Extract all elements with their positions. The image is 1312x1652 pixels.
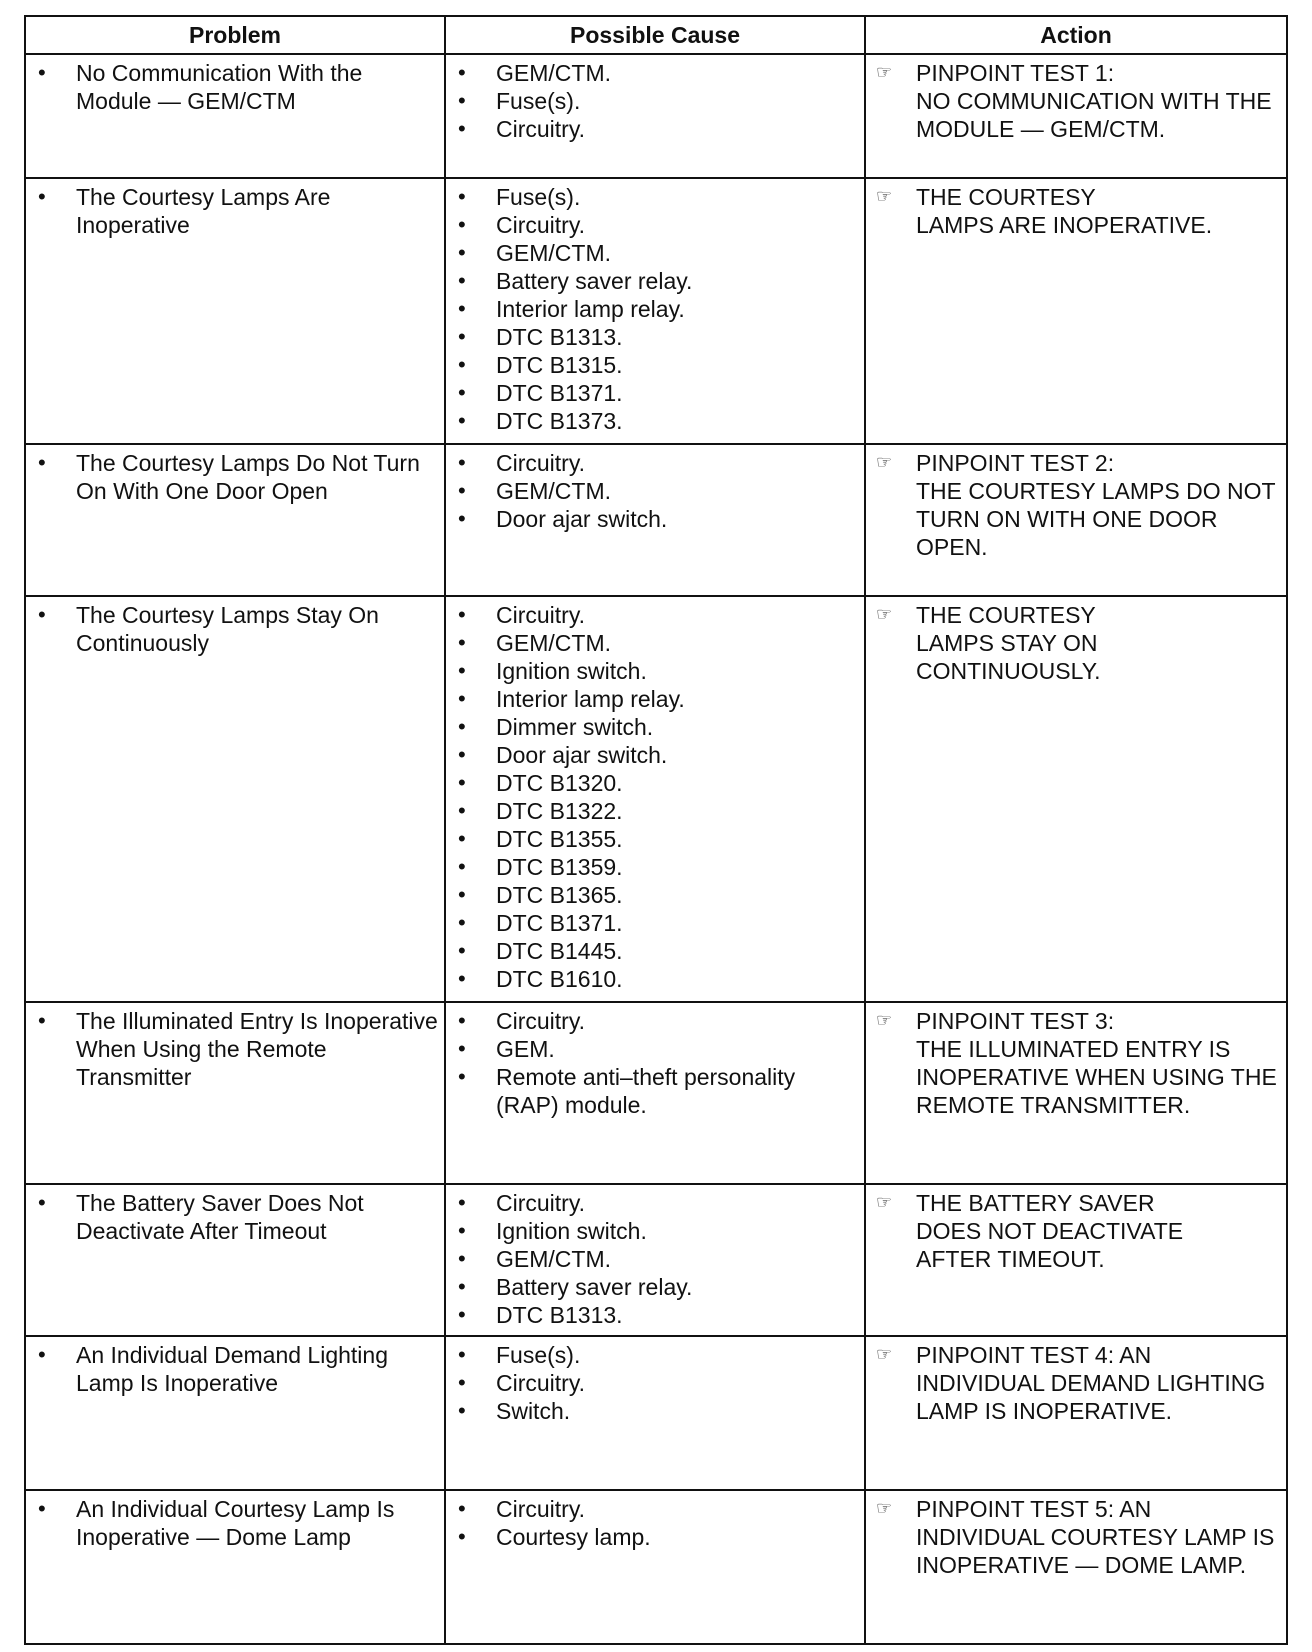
cause-item: • DTC B1359. xyxy=(454,853,858,881)
action-cell xyxy=(865,444,1287,596)
cause-item: • Circuitry. xyxy=(454,1369,858,1397)
action-link[interactable]: PINPOINT TEST 3: THE ILLUMINATED ENTRY IS INOPERATIVE WHEN USING THE REMOTE TRANSMITTER. xyxy=(916,1008,1277,1118)
cause-item: • Circuitry. xyxy=(454,1007,858,1035)
cause-item: • GEM/CTM. xyxy=(454,629,858,657)
cause-item: • DTC B1315. xyxy=(454,351,858,379)
cause-cell xyxy=(445,1184,865,1336)
cause-item: • DTC B1320. xyxy=(454,769,858,797)
table-row xyxy=(25,178,1287,444)
table-row xyxy=(25,444,1287,596)
cause-item: • DTC B1355. xyxy=(454,825,858,853)
problem-text: • An Individual Courtesy Lamp Is Inoperative — Dome Lamp xyxy=(34,1495,438,1551)
pointing-hand-icon: ☞ xyxy=(876,62,893,82)
problem-cell xyxy=(25,1336,445,1490)
cause-item: • DTC B1322. xyxy=(454,797,858,825)
pointing-hand-icon: ☞ xyxy=(876,452,893,472)
cause-cell xyxy=(445,1336,865,1490)
table-row xyxy=(25,54,1287,178)
problem-cell xyxy=(25,596,445,1002)
action-cell xyxy=(865,1336,1287,1490)
cause-item: • Door ajar switch. xyxy=(454,505,858,533)
action-link[interactable]: THE BATTERY SAVER DOES NOT DEACTIVATE AFTER TIMEOUT. xyxy=(916,1190,1184,1272)
table-row xyxy=(25,1336,1287,1490)
table-row xyxy=(25,1490,1287,1644)
pointing-hand-icon: ☞ xyxy=(876,1498,893,1518)
action-link[interactable]: PINPOINT TEST 4: AN INDIVIDUAL DEMAND LIGHTING LAMP IS INOPERATIVE. xyxy=(916,1342,1266,1424)
problem-text: • An Individual Demand Lighting Lamp Is Inoperative xyxy=(34,1341,438,1397)
table-row xyxy=(25,1184,1287,1336)
cause-item: • DTC B1313. xyxy=(454,1301,858,1329)
cause-item: • DTC B1365. xyxy=(454,881,858,909)
cause-item: • DTC B1373. xyxy=(454,407,858,435)
cause-item: • Battery saver relay. xyxy=(454,1273,858,1301)
problem-cell xyxy=(25,444,445,596)
cause-item: • Ignition switch. xyxy=(454,1217,858,1245)
problem-cell xyxy=(25,1184,445,1336)
action-cell xyxy=(865,1002,1287,1184)
problem-text: • No Communication With the Module — GEM/CTM xyxy=(34,59,438,115)
cause-item: • Fuse(s). xyxy=(454,1341,858,1369)
action-link[interactable]: PINPOINT TEST 5: AN INDIVIDUAL COURTESY LAMP IS INOPERATIVE — DOME LAMP. xyxy=(916,1496,1275,1578)
cause-cell xyxy=(445,596,865,1002)
cause-item: • DTC B1371. xyxy=(454,909,858,937)
action-link[interactable]: PINPOINT TEST 1: NO COMMUNICATION WITH THE MODULE — GEM/CTM. xyxy=(916,60,1272,142)
cause-item: • GEM. xyxy=(454,1035,858,1063)
action-cell xyxy=(865,54,1287,178)
cause-item: • Dimmer switch. xyxy=(454,713,858,741)
table-row xyxy=(25,596,1287,1002)
problem-text: • The Battery Saver Does Not Deactivate After Timeout xyxy=(34,1189,438,1245)
cause-item: • Fuse(s). xyxy=(454,183,858,211)
header-action: Action xyxy=(865,16,1287,54)
cause-item: • DTC B1610. xyxy=(454,965,858,993)
cause-item: • DTC B1313. xyxy=(454,323,858,351)
cause-item: • Courtesy lamp. xyxy=(454,1523,858,1551)
problem-cell xyxy=(25,1490,445,1644)
pointing-hand-icon: ☞ xyxy=(876,186,893,206)
cause-item: • Circuitry. xyxy=(454,115,858,143)
cause-item: • Ignition switch. xyxy=(454,657,858,685)
cause-item: • GEM/CTM. xyxy=(454,1245,858,1273)
action-link[interactable]: PINPOINT TEST 2: THE COURTESY LAMPS DO NOT TURN ON WITH ONE DOOR OPEN. xyxy=(916,450,1276,560)
symptom-chart-table xyxy=(24,15,1288,1645)
cause-item: • GEM/CTM. xyxy=(454,239,858,267)
problem-cell xyxy=(25,178,445,444)
cause-item: • Door ajar switch. xyxy=(454,741,858,769)
cause-item: • Battery saver relay. xyxy=(454,267,858,295)
cause-item: • Circuitry. xyxy=(454,1189,858,1217)
cause-item: • DTC B1371. xyxy=(454,379,858,407)
cause-item: • GEM/CTM. xyxy=(454,477,858,505)
cause-item: • Interior lamp relay. xyxy=(454,685,858,713)
action-cell xyxy=(865,596,1287,1002)
cause-cell xyxy=(445,444,865,596)
table-row xyxy=(25,1002,1287,1184)
action-link[interactable]: THE COURTESY LAMPS STAY ON CONTINUOUSLY. xyxy=(916,602,1101,684)
pointing-hand-icon: ☞ xyxy=(876,1344,893,1364)
header-problem: Problem xyxy=(25,16,445,54)
action-cell xyxy=(865,1184,1287,1336)
cause-cell xyxy=(445,1002,865,1184)
cause-item: • Circuitry. xyxy=(454,601,858,629)
header-row xyxy=(25,16,1287,54)
problem-text: • The Illuminated Entry Is Inoperative When Using the Remote Transmitter xyxy=(34,1007,438,1091)
pointing-hand-icon: ☞ xyxy=(876,1192,893,1212)
cause-item: • Interior lamp relay. xyxy=(454,295,858,323)
cause-cell xyxy=(445,1490,865,1644)
pointing-hand-icon: ☞ xyxy=(876,1010,893,1030)
action-link[interactable]: THE COURTESY LAMPS ARE INOPERATIVE. xyxy=(916,184,1213,238)
problem-text: • The Courtesy Lamps Do Not Turn On With One Door Open xyxy=(34,449,438,505)
cause-item: • Fuse(s). xyxy=(454,87,858,115)
problem-cell xyxy=(25,1002,445,1184)
header-possible-cause: Possible Cause xyxy=(445,16,865,54)
action-cell xyxy=(865,178,1287,444)
cause-cell xyxy=(445,54,865,178)
cause-item: • Switch. xyxy=(454,1397,858,1425)
problem-cell xyxy=(25,54,445,178)
cause-item: • GEM/CTM. xyxy=(454,59,858,87)
cause-item: • Circuitry. xyxy=(454,211,858,239)
cause-item: • Circuitry. xyxy=(454,449,858,477)
cause-item: • DTC B1445. xyxy=(454,937,858,965)
pointing-hand-icon: ☞ xyxy=(876,604,893,624)
problem-text: • The Courtesy Lamps Are Inoperative xyxy=(34,183,438,239)
action-cell xyxy=(865,1490,1287,1644)
cause-item: • Circuitry. xyxy=(454,1495,858,1523)
problem-text: • The Courtesy Lamps Stay On Continuously xyxy=(34,601,438,657)
cause-cell xyxy=(445,178,865,444)
cause-item: • Remote anti–theft personality (RAP) module. xyxy=(454,1063,858,1119)
